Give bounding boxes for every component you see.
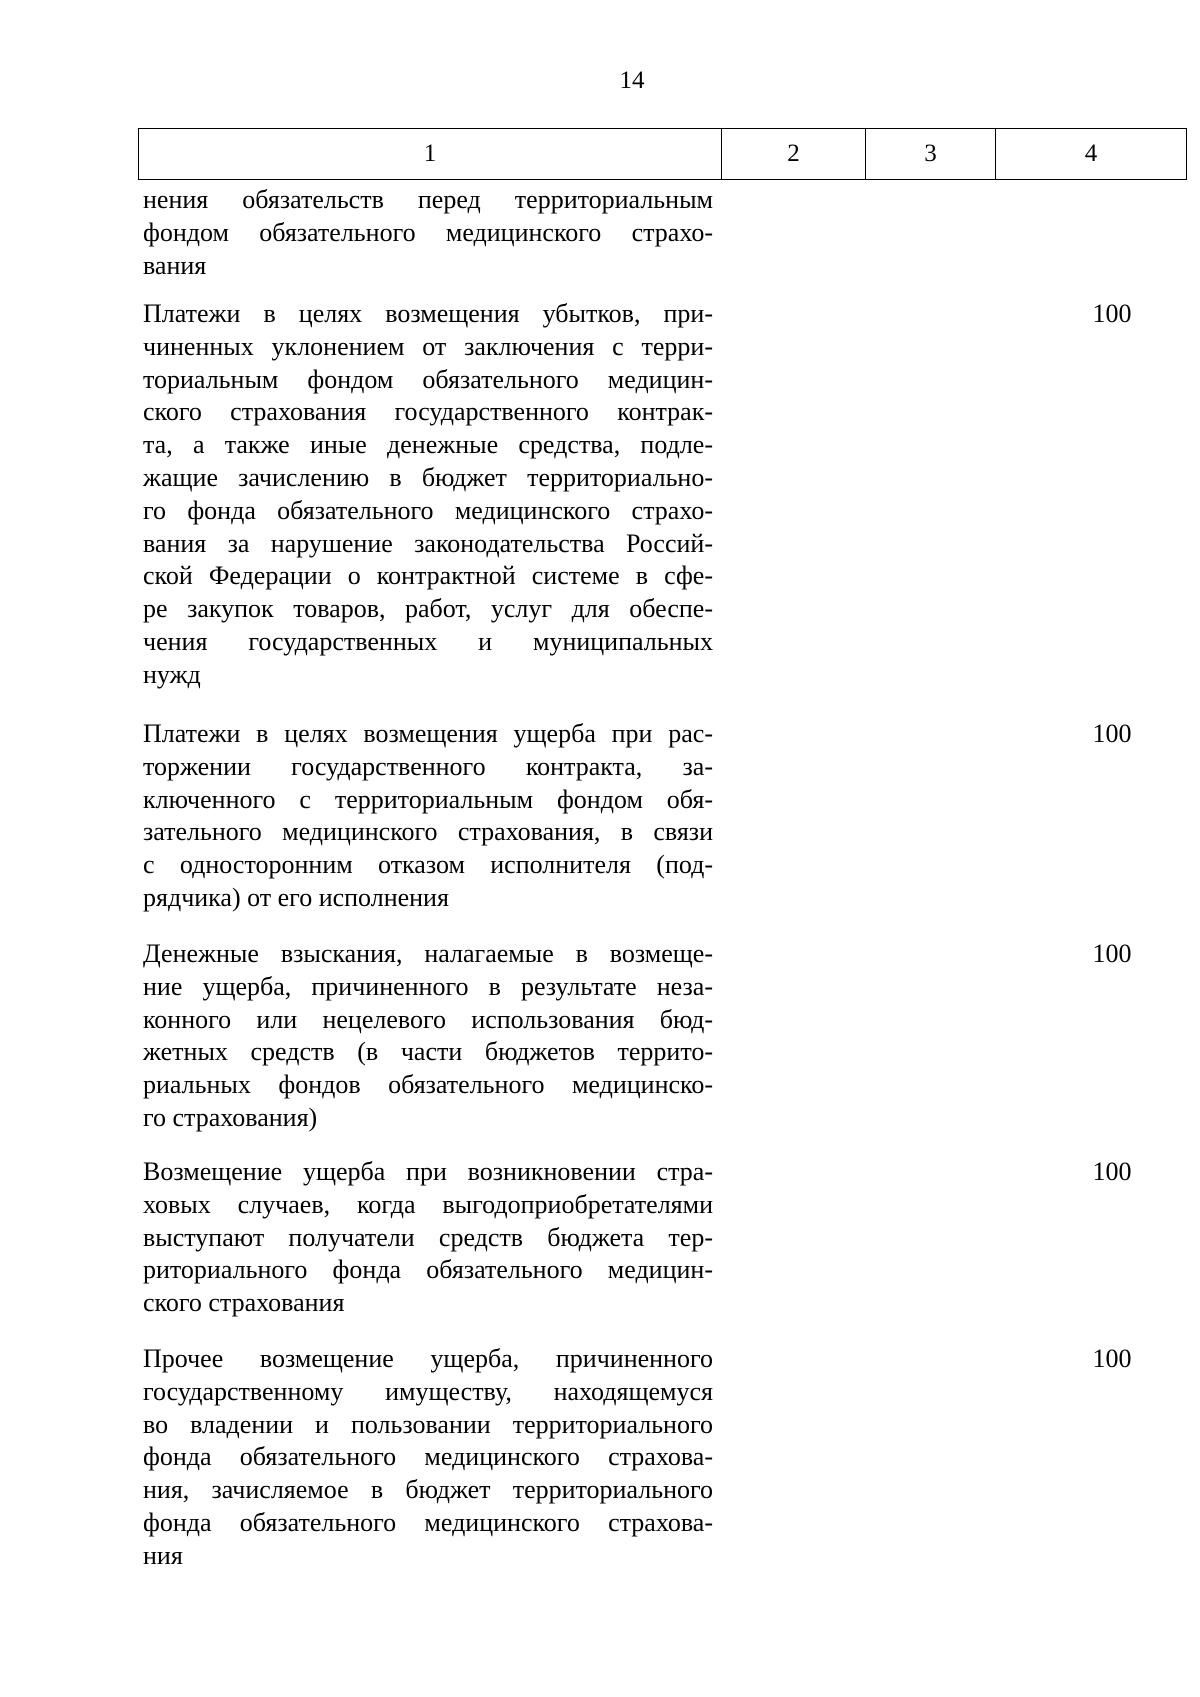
row-text-line: ре закупок товаров, работ, услуг для обеспе-: [143, 594, 713, 624]
row-value-column-4: 100: [1092, 1157, 1132, 1186]
row-text-line: торжении государственного контракта, за-: [143, 751, 713, 781]
row-text-line: конного или нецелевого использования бюд-: [143, 1004, 713, 1034]
row-text-line: ского страхования: [143, 1288, 345, 1318]
row-text-line: выступают получатели средств бюджета тер-: [143, 1222, 713, 1252]
row-text-line: вания: [143, 250, 207, 280]
row-text-line: та, а также иные денежные средства, подле-: [143, 430, 713, 460]
row-text-line: жащие зачислению в бюджет территориально-: [143, 462, 713, 492]
row-text-line: с односторонним отказом исполнителя (под-: [143, 850, 713, 880]
column-header-4: 4: [996, 129, 1187, 180]
row-text-line: ключенного с территориальным фондом обя-: [143, 784, 713, 814]
column-header-2: 2: [722, 129, 866, 180]
row-text-line: ние ущерба, причиненного в результате неза-: [143, 971, 713, 1001]
row-value-column-4: 100: [1092, 1344, 1132, 1373]
row-text-line: нения обязательств перед территориальным: [143, 185, 713, 214]
table-row: [143, 718, 1193, 915]
row-value-column-4: 100: [1092, 299, 1132, 328]
table-row: [143, 184, 1193, 282]
row-text-line: ния: [143, 1540, 183, 1570]
row-text-line: Денежные взыскания, налагаемые в возмеще-: [143, 939, 713, 968]
row-text-line: зательного медицинского страхования, в связи: [143, 817, 713, 847]
row-text-line: Платежи в целях возмещения убытков, при-: [143, 299, 713, 328]
table-row: [143, 298, 1193, 692]
column-header-1: 1: [139, 129, 722, 180]
table-row: [143, 1343, 1193, 1573]
row-text-line: Возмещение ущерба при возникновении стра-: [143, 1157, 713, 1186]
row-description: [143, 298, 713, 692]
table-row: [143, 1156, 1193, 1320]
row-text-line: ториальным фондом обязательного медицин-: [143, 364, 713, 394]
row-description: [143, 938, 713, 1135]
row-text-line: ской Федерации о контрактной системе в сфе-: [143, 561, 713, 591]
row-text-line: риальных фондов обязательного медицинско-: [143, 1070, 713, 1100]
row-text-line: го фонда обязательного медицинского страхо-: [143, 495, 713, 525]
row-text-line: жетных средств (в части бюджетов террито-: [143, 1037, 713, 1067]
row-description: [143, 184, 713, 282]
table-row: [143, 938, 1193, 1135]
row-text-line: чения государственных и муниципальных: [143, 626, 713, 656]
row-text-line: ховых случаев, когда выгодоприобретателями: [143, 1189, 713, 1219]
row-text-line: ского страхования государственного контрак-: [143, 397, 713, 427]
row-text-line: Платежи в целях возмещения ущерба при рас-: [143, 719, 713, 748]
row-value-column-4: 100: [1092, 719, 1132, 748]
row-text-line: нужд: [143, 659, 201, 689]
row-text-line: фонда обязательного медицинского страхова-: [143, 1442, 713, 1472]
row-text-line: государственному имуществу, находящемуся: [143, 1376, 713, 1406]
row-text-line: чиненных уклонением от заключения с терри-: [143, 331, 713, 361]
row-text-line: риториального фонда обязательного медицин-: [143, 1255, 713, 1285]
row-text-line: во владении и пользовании территориального: [143, 1409, 713, 1439]
column-header-row: [139, 129, 1187, 180]
row-description: [143, 718, 713, 915]
column-header-table: [138, 128, 1187, 180]
row-value-column-4: 100: [1092, 939, 1132, 968]
row-text-line: ния, зачисляемое в бюджет территориального: [143, 1475, 713, 1505]
row-description: [143, 1343, 713, 1573]
column-header-3: 3: [866, 129, 996, 180]
row-description: [143, 1156, 713, 1320]
page-number: 14: [619, 67, 645, 94]
row-text-line: Прочее возмещение ущерба, причиненного: [143, 1344, 713, 1373]
row-text-line: го страхования): [143, 1102, 318, 1132]
row-text-line: вания за нарушение законодательства Россий-: [143, 528, 713, 558]
row-text-line: фондом обязательного медицинского страхо-: [143, 217, 713, 247]
row-text-line: фонда обязательного медицинского страхова-: [143, 1507, 713, 1537]
row-text-line: рядчика) от его исполнения: [143, 882, 449, 912]
